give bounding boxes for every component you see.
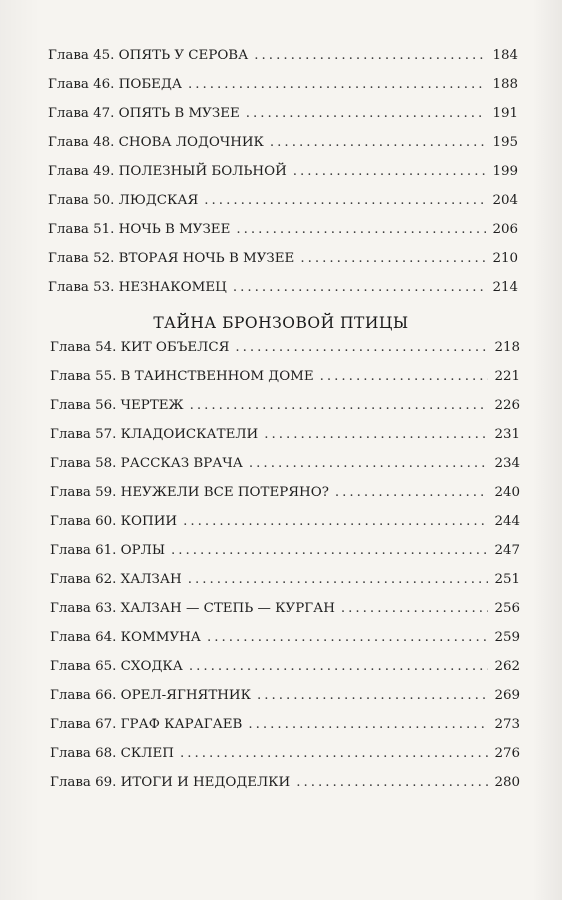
dot-leader	[293, 157, 487, 186]
dot-leader	[236, 215, 486, 244]
section-title: ТАЙНА БРОНЗОВОЙ ПТИЦЫ	[153, 314, 409, 332]
page-number: 188	[492, 77, 518, 92]
chapter-title: Глава 45. ОПЯТЬ У СЕРОВА	[48, 48, 249, 63]
page-number: 206	[492, 222, 518, 237]
toc-entry	[48, 273, 518, 302]
page-number: 262	[494, 659, 520, 674]
dot-leader	[300, 244, 486, 273]
chapter-title: Глава 51. НОЧЬ В МУЗЕЕ	[48, 222, 231, 237]
page-number: 259	[494, 630, 520, 645]
toc-entry	[48, 99, 518, 128]
dot-leader	[254, 41, 486, 70]
toc-entry	[50, 768, 520, 797]
dot-leader	[207, 623, 488, 652]
toc-entry	[48, 128, 518, 157]
page-number: 218	[494, 340, 520, 355]
chapter-title: Глава 61. ОРЛЫ	[50, 543, 166, 558]
page-number: 276	[494, 746, 520, 761]
chapter-title: Глава 68. СКЛЕП	[50, 746, 174, 761]
toc-entry	[48, 157, 518, 186]
chapter-title: Глава 62. ХАЛЗАН	[50, 572, 182, 587]
toc-entry	[48, 70, 518, 99]
dot-leader	[270, 128, 487, 157]
chapter-title: Глава 55. В ТАИНСТВЕННОМ ДОМЕ	[50, 369, 314, 384]
page-number: 210	[492, 251, 518, 266]
chapter-title: Глава 53. НЕЗНАКОМЕЦ	[48, 280, 227, 295]
toc-entry	[50, 507, 520, 536]
dot-leader	[233, 273, 487, 302]
chapter-title: Глава 56. ЧЕРТЕЖ	[50, 398, 184, 413]
page-number: 221	[494, 369, 520, 384]
dot-leader	[183, 507, 488, 536]
chapter-title: Глава 60. КОПИИ	[50, 514, 178, 529]
chapter-title: Глава 54. КИТ ОБЪЕЛСЯ	[50, 340, 230, 355]
toc-entry	[50, 681, 520, 710]
page-number: 204	[492, 193, 518, 208]
dot-leader	[188, 565, 489, 594]
toc-entry	[48, 244, 518, 273]
page-number: 231	[494, 427, 520, 442]
page-number: 199	[492, 164, 518, 179]
chapter-title: Глава 50. ЛЮДСКАЯ	[48, 193, 199, 208]
table-of-contents-part-2	[50, 333, 520, 797]
dot-leader	[249, 449, 489, 478]
page-number: 244	[494, 514, 520, 529]
page-number: 191	[492, 106, 518, 121]
dot-leader	[257, 681, 488, 710]
toc-entry	[50, 362, 520, 391]
dot-leader	[246, 99, 487, 128]
toc-entry	[50, 652, 520, 681]
dot-leader	[320, 362, 489, 391]
page-number: 273	[494, 717, 520, 732]
dot-leader	[190, 391, 489, 420]
chapter-title: Глава 52. ВТОРАЯ НОЧЬ В МУЗЕЕ	[48, 251, 295, 266]
table-of-contents-part-1	[48, 41, 518, 302]
toc-entry	[50, 710, 520, 739]
dot-leader	[171, 536, 488, 565]
dot-leader	[341, 594, 489, 623]
chapter-title: Глава 48. СНОВА ЛОДОЧНИК	[48, 135, 264, 150]
toc-entry	[50, 333, 520, 362]
chapter-title: Глава 59. НЕУЖЕЛИ ВСЕ ПОТЕРЯНО?	[50, 485, 329, 500]
dot-leader	[180, 739, 489, 768]
dot-leader	[296, 768, 488, 797]
dot-leader	[248, 710, 488, 739]
page-number: 214	[492, 280, 518, 295]
chapter-title: Глава 49. ПОЛЕЗНЫЙ БОЛЬНОЙ	[48, 164, 287, 179]
page-number: 240	[494, 485, 520, 500]
toc-entry	[50, 449, 520, 478]
page-number: 251	[494, 572, 520, 587]
page-number: 280	[494, 775, 520, 790]
dot-leader	[204, 186, 486, 215]
toc-entry	[50, 391, 520, 420]
page-number: 269	[494, 688, 520, 703]
toc-entry	[50, 420, 520, 449]
chapter-title: Глава 69. ИТОГИ И НЕДОДЕЛКИ	[50, 775, 291, 790]
page-number: 247	[494, 543, 520, 558]
toc-entry	[48, 186, 518, 215]
chapter-title: Глава 63. ХАЛЗАН — СТЕПЬ — КУРГАН	[50, 601, 335, 616]
page-number: 184	[492, 48, 518, 63]
dot-leader	[188, 70, 486, 99]
chapter-title: Глава 67. ГРАФ КАРАГАЕВ	[50, 717, 243, 732]
chapter-title: Глава 57. КЛАДОИСКАТЕЛИ	[50, 427, 259, 442]
chapter-title: Глава 58. РАССКАЗ ВРАЧА	[50, 456, 243, 471]
toc-entry	[50, 565, 520, 594]
page-number: 256	[494, 601, 520, 616]
toc-entry	[50, 739, 520, 768]
toc-entry	[48, 215, 518, 244]
chapter-title: Глава 46. ПОБЕДА	[48, 77, 182, 92]
toc-entry	[50, 478, 520, 507]
chapter-title: Глава 66. ОРЕЛ-ЯГНЯТНИК	[50, 688, 251, 703]
toc-entry	[50, 623, 520, 652]
toc-entry	[50, 536, 520, 565]
page-number: 234	[494, 456, 520, 471]
page-number: 226	[494, 398, 520, 413]
toc-entry	[50, 594, 520, 623]
page-number: 195	[492, 135, 518, 150]
dot-leader	[235, 333, 488, 362]
chapter-title: Глава 64. КОММУНА	[50, 630, 201, 645]
dot-leader	[335, 478, 489, 507]
dot-leader	[189, 652, 489, 681]
chapter-title: Глава 65. СХОДКА	[50, 659, 183, 674]
chapter-title: Глава 47. ОПЯТЬ В МУЗЕЕ	[48, 106, 240, 121]
toc-entry	[48, 41, 518, 70]
dot-leader	[264, 420, 488, 449]
